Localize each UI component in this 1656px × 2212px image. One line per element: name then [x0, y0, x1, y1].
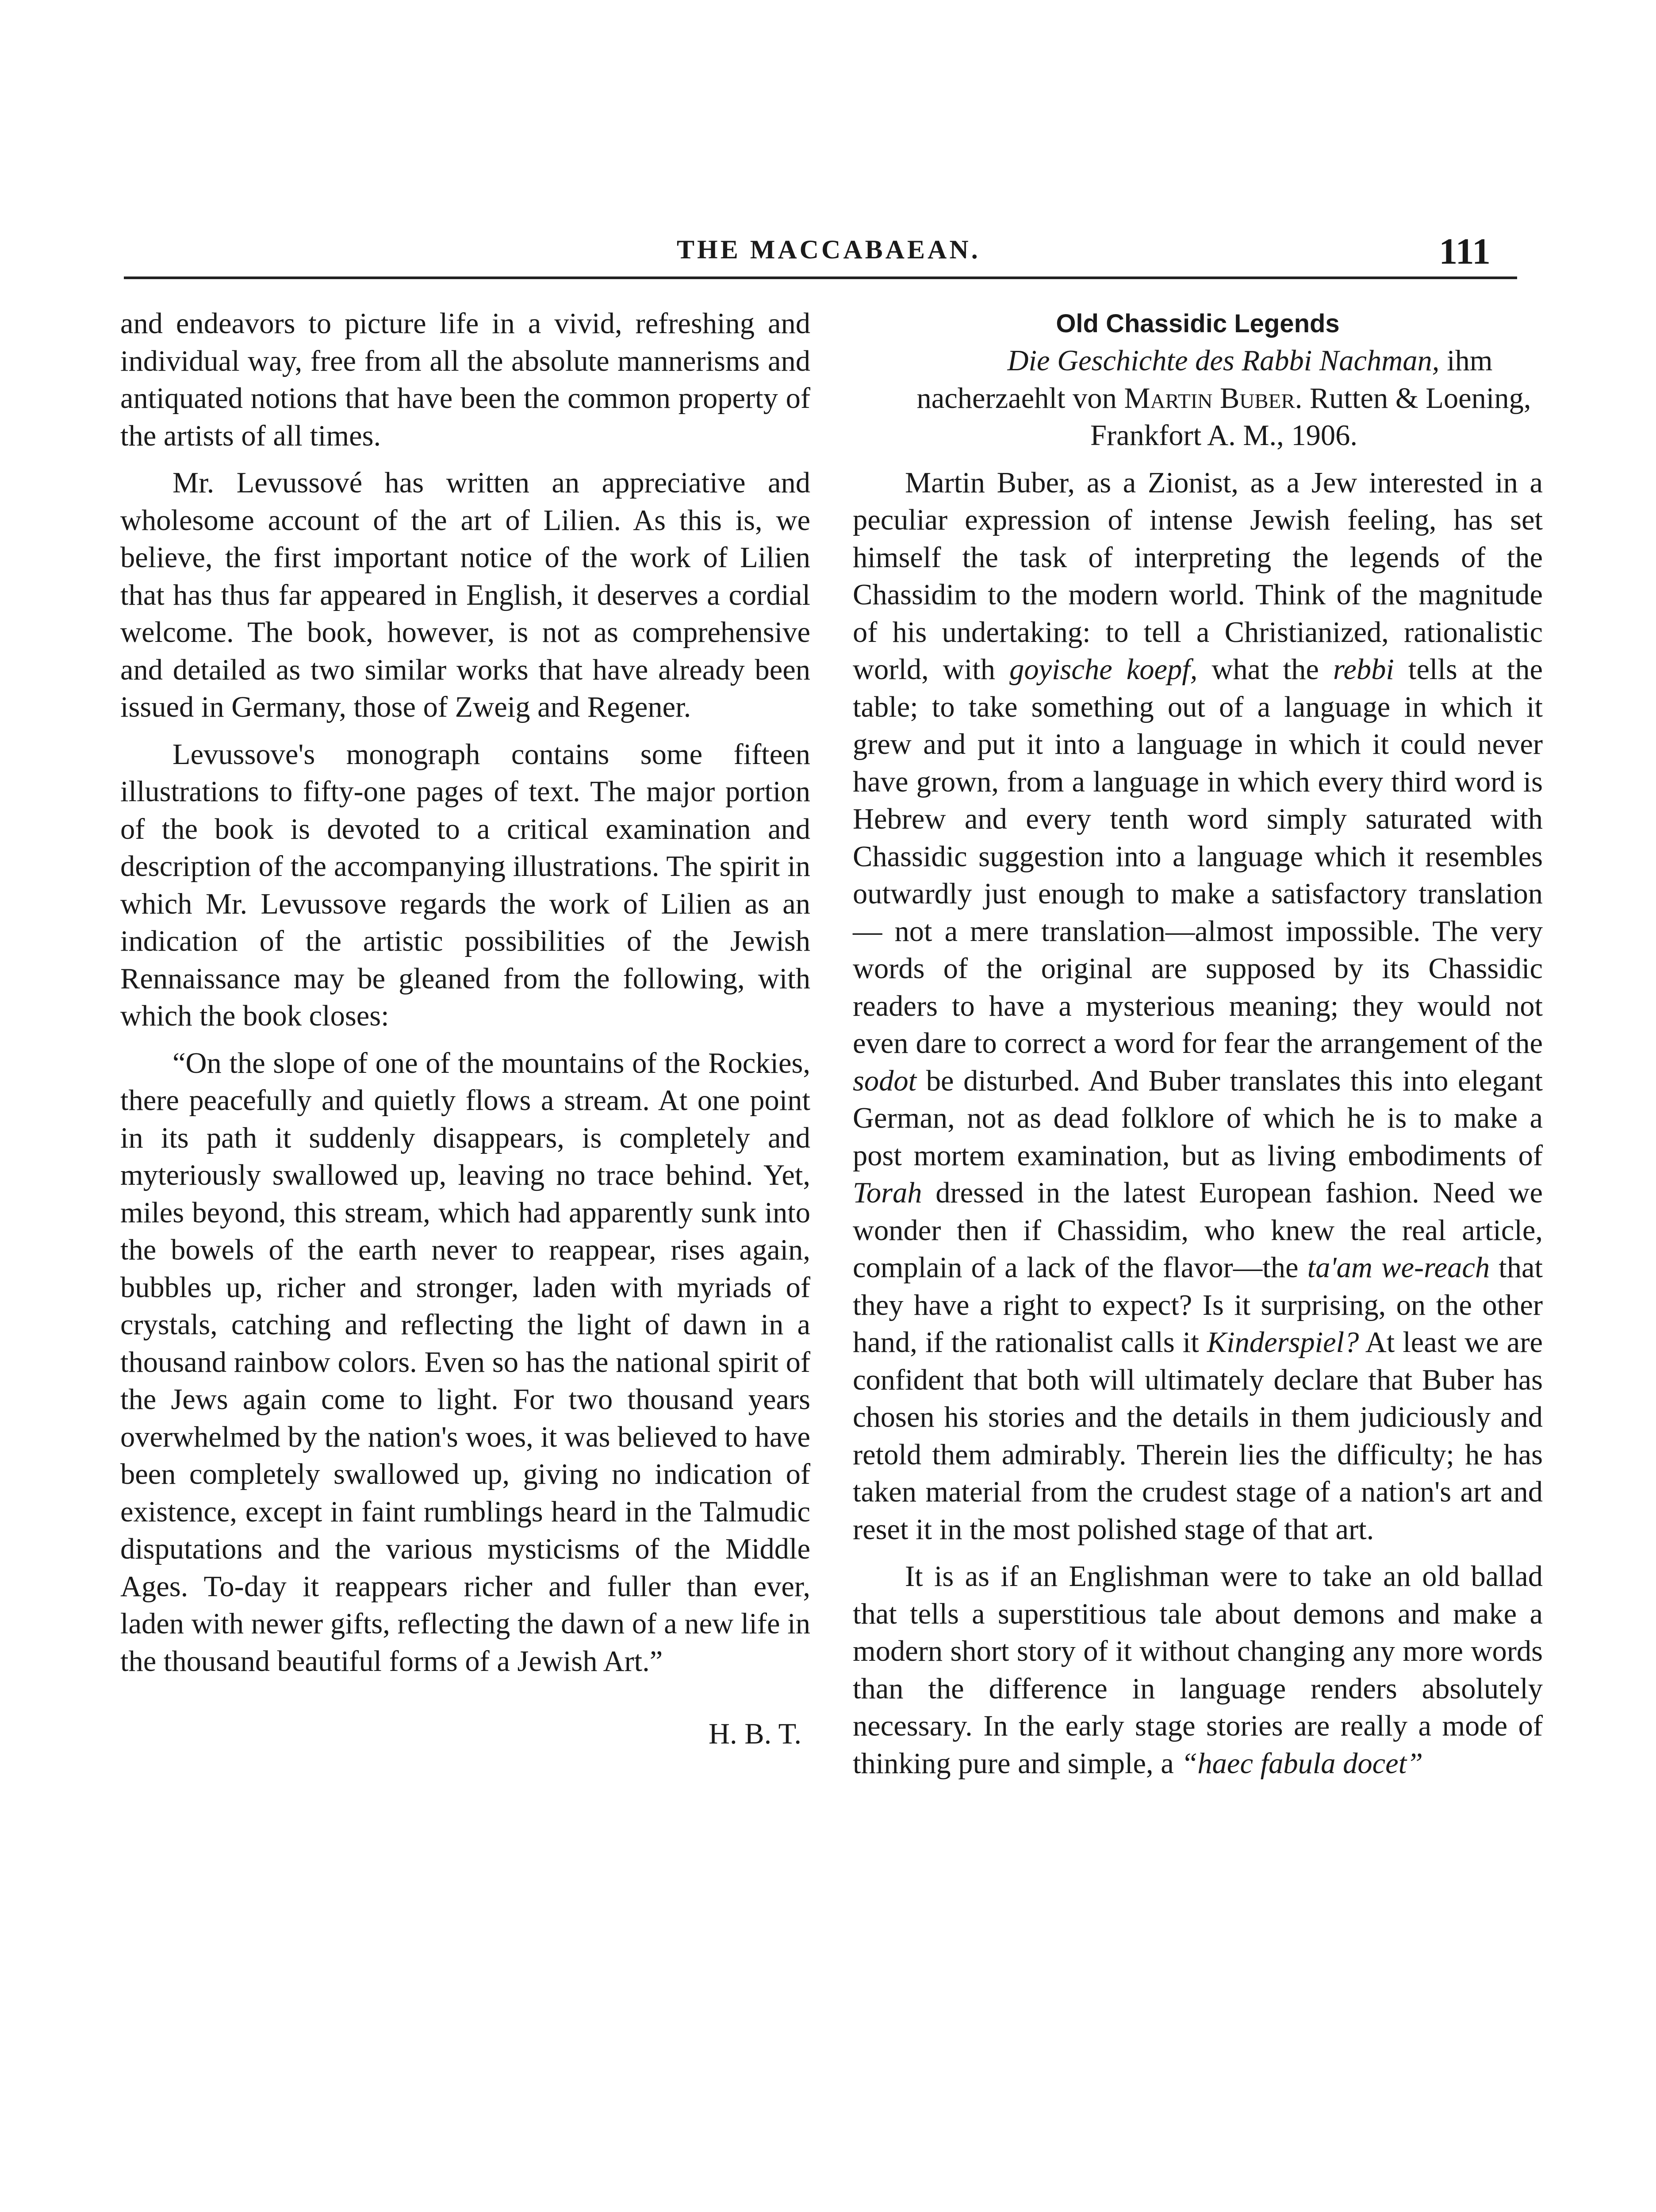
italic-run: sodot	[853, 1064, 917, 1097]
text-run: At least we are confident that both will ultimately declare that Buber has chosen his stories and the details in them judiciously and retold them admirably. Therein lies the difficulty; he has taken material from the crudest stage of a nation's art and reset it in the most polished stage of that art.	[853, 1326, 1543, 1546]
citation-book-title: Die Geschichte des Rabbi Nachman,	[1007, 345, 1440, 377]
left-paragraph-quote: “On the slope of one of the mountains of the Rockies, there peacefully and quietly flows a stream. At one point in its path it suddenly disappears, is completely and myteriously swallowed up, leaving no trace behind. Yet, miles beyond, this stream, which had apparently sunk into the bowels of the earth never to reappear, rises again, bubbles up, richer and stronger, laden with myriads of crystals, catching and reflecting the light of dawn in a thousand rainbow colors. Even so has the national spirit of the Jews again come to light. For two thousand years overwhelmed by the nation's woes, it was believed to have been completely swallowed up, giving no indication of existence, except in faint rumblings heard in the Talmudic disputations and the various mysticisms of the Middle Ages. To-day it reappears richer and fuller than ever, laden with newer gifts, reflecting the dawn of a new life in the thousand beautiful forms of a Jewish Art.”	[120, 1047, 810, 1678]
right-paragraph-2	[853, 1558, 1543, 1782]
text-run: It is as if an Englishman were to take an old ballad that tells a superstitious tale about demons and make a modern short story of it without changing any more words than the difference in language renders absolutely necessary. In the early stage stories are really a mode of thinking pure and simple, a	[853, 1560, 1543, 1780]
book-citation	[853, 342, 1543, 455]
left-paragraph-3: Levussove's monograph contains some fifteen illustrations to fifty-one pages of text. The major portion of the book is devoted to a critical examination and description of the accompanying illustrations. The spirit in which Mr. Levussove regards the work of Lilien as an indication of the artistic possibilities of the Jewish Rennaissance may be gleaned from the following, with which the book closes:	[120, 738, 810, 1032]
italic-run: rebbi	[1333, 653, 1394, 686]
review-title: Old Chassidic Legends	[1056, 309, 1340, 338]
text-run: that they have a right to expect? Is it surprising, on the other hand, if the rationalist calls it	[853, 1252, 1543, 1359]
italic-run: ta'am we-reach	[1307, 1252, 1490, 1284]
header-rule	[124, 276, 1517, 279]
author-initials: H. B. T.	[709, 1718, 801, 1750]
page-number: 111	[1439, 231, 1491, 272]
right-paragraph-1	[853, 465, 1543, 1549]
right-column	[853, 305, 1543, 1792]
text-run: dressed in the latest European fashion. Need we wonder then if Chassidim, who knew the real article, complain of a lack of the flavor—the	[853, 1177, 1543, 1284]
text-run: Martin Buber, as a Zionist, as a Jew interested in a peculiar expression of intense Jewish feeling, has set himself the task of interpreting the legends of the Chassidim to the modern world. Think of the magnitude of his undertaking: to tell a Christianized, rationalistic world, with	[853, 466, 1543, 686]
left-column	[120, 305, 810, 1753]
left-paragraph-2: Mr. Levussové has written an appreciative and wholesome account of the art of Lilien. As this is, we believe, the first important notice of the work of Lilien that has thus far appeared in English, it deserves a cordial welcome. The book, however, is not as comprehensive and detailed as two similar works that have already been issued in Germany, those of Zweig and Regener.	[120, 467, 810, 723]
italic-run: “haec fabula docet”	[1181, 1747, 1423, 1780]
citation-author: Martin Buber	[1124, 382, 1295, 415]
text-run: be disturbed. And Buber translates this into elegant German, not as dead folklore of which he is to make a post mortem examination, but as living embodiments of	[853, 1064, 1543, 1172]
citation-text-2: . Rutten & Loening, Frankfort A. M., 1906.	[1090, 382, 1531, 452]
left-paragraph-1: and endeavors to picture life in a vivid, refreshing and individual way, free from all the absolute mannerisms and antiquated notions that have been the common property of the artists of all times.	[120, 307, 810, 452]
italic-run: goyische koepf,	[1009, 653, 1198, 686]
journal-title: THE MACCABAEAN.	[677, 235, 981, 264]
italic-run: Torah	[853, 1177, 922, 1209]
italic-run: Kinderspiel?	[1207, 1326, 1359, 1359]
citation-text-1: ihm nacherzaehlt von	[916, 345, 1493, 415]
text-run: what the	[1211, 653, 1319, 686]
text-run: tells at the table; to take something out of a language in which it grew and put it into a language in which it could never have grown, from a language in which every third word is Hebrew and every tenth word simply saturated with Chassidic suggestion into a language which it resembles outwardly just enough to make a satisfactory translation — not a mere translation—almost impossible. The very words of the original are supposed by its Chassidic readers to have a mysterious meaning; they would not even dare to correct a word for fear the arrangement of the	[853, 653, 1543, 1060]
page-header	[124, 230, 1517, 270]
